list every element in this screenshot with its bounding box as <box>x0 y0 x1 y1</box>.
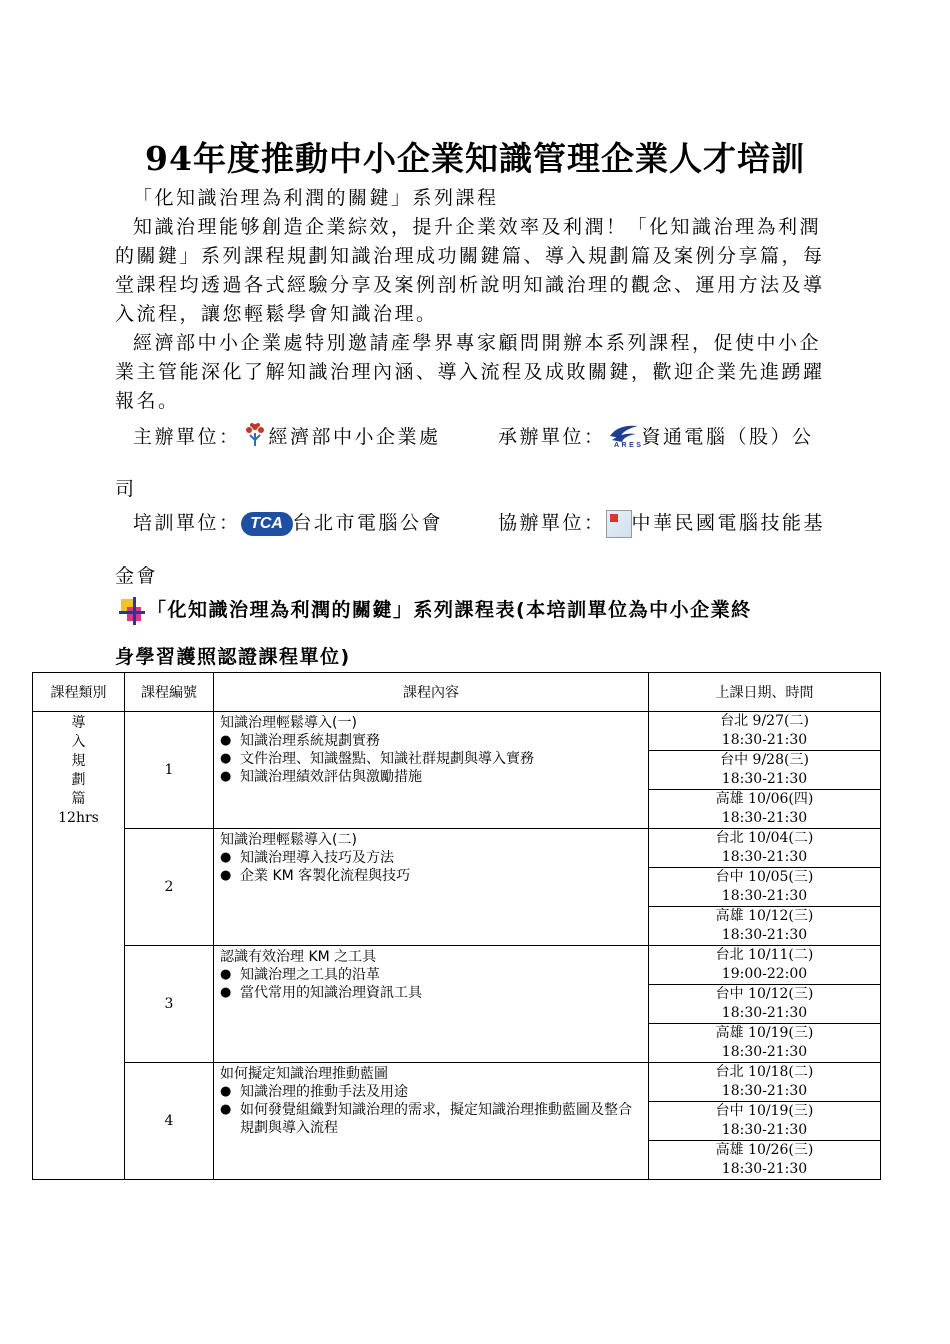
session-cell <box>649 907 881 946</box>
table-heading-line2: 身學習護照認證課程單位) <box>115 646 351 668</box>
training-name: 台北市電腦公會 <box>292 512 444 534</box>
course-title: 認識有效治理 KM 之工具 <box>220 949 377 965</box>
session-cell <box>649 790 881 829</box>
table-row <box>33 712 881 751</box>
session-cell <box>649 1141 881 1180</box>
session-date: 高雄 10/26(三) <box>715 1142 814 1158</box>
session-time: 18:30-21:30 <box>721 927 808 943</box>
session-date: 台北 10/04(二) <box>715 830 814 846</box>
session-time: 18:30-21:30 <box>721 732 808 748</box>
ares-logo-icon <box>608 422 643 453</box>
session-cell <box>649 985 881 1024</box>
session-date: 台北 10/18(二) <box>715 1064 814 1080</box>
tca-logo-icon: TCA <box>241 512 293 536</box>
course-table <box>32 672 881 1180</box>
category-cell <box>33 712 125 1180</box>
session-time: 18:30-21:30 <box>721 1083 808 1099</box>
table-header-row <box>33 673 881 712</box>
intro-paragraph: 知識治理能够創造企業綜效，提升企業效率及利潤！「化知識治理為利潤的關鍵」系列課程規劃知識治理成功關鍵篇、導入規劃篇及案例分享篇，每堂課程均透過各式經驗分享及案例剖析說明知識治理的觀念、運用方法及導入流程，讓您輕鬆學會知識治理。 <box>115 216 825 325</box>
training-label: 培訓單位： <box>133 512 241 534</box>
course-topic: ● 知識治理績效評估與激勵措施 <box>240 768 642 786</box>
header-schedule: 上課日期、時間 <box>649 673 881 712</box>
category-char: 入 <box>71 734 86 750</box>
header-number: 課程編號 <box>125 673 214 712</box>
course-content <box>214 829 649 946</box>
category-char: 篇 <box>71 791 86 807</box>
header-category: 課程類別 <box>33 673 125 712</box>
host-row <box>133 422 441 453</box>
session-cell <box>649 946 881 985</box>
session-cell <box>649 1024 881 1063</box>
organizer-name-cont: 司 <box>115 478 137 500</box>
session-date: 台中 10/05(三) <box>715 869 814 885</box>
category-char: 劃 <box>71 772 86 788</box>
session-date: 台中 10/12(三) <box>715 986 814 1002</box>
page-title: 94年度推動中小企業知識管理企業人才培訓 <box>145 139 805 178</box>
course-topics <box>220 849 642 885</box>
session-date: 台北 10/11(二) <box>715 947 814 963</box>
invitation-paragraph: 經濟部中小企業處特別邀請產學界專家顧問開辦本系列課程，促使中小企業主管能深化了解知識治理內涵、導入流程及成敗關鍵，歡迎企業先進踴躍報名。 <box>115 332 825 412</box>
session-time: 18:30-21:30 <box>721 810 808 826</box>
table-heading-line1: 「化知識治理為利潤的關鍵」系列課程表(本培訓單位為中小企業終 <box>147 599 752 621</box>
category-char: 規 <box>71 753 86 769</box>
host-name: 經濟部中小企業處 <box>268 426 441 448</box>
table-heading <box>115 587 845 681</box>
session-time: 18:30-21:30 <box>721 1044 808 1060</box>
session-date: 高雄 10/19(三) <box>715 1025 814 1041</box>
session-cell <box>649 751 881 790</box>
session-date: 台中 10/19(三) <box>715 1103 814 1119</box>
co-name-cont: 金會 <box>115 565 159 587</box>
broken-image-icon <box>606 510 632 538</box>
course-number: 4 <box>125 1063 214 1180</box>
course-topic: ● 知識治理系統規劃實務 <box>240 732 642 750</box>
course-topics <box>220 966 642 1002</box>
session-time: 18:30-21:30 <box>721 888 808 904</box>
course-topic: ● 如何發覺組織對知識治理的需求，擬定知識治理推動藍圖及整合規劃與導入流程 <box>240 1101 642 1137</box>
session-time: 19:00-22:00 <box>721 966 808 982</box>
course-topics <box>220 732 642 786</box>
course-content <box>214 946 649 1063</box>
session-time: 18:30-21:30 <box>721 1122 808 1138</box>
course-topic: ● 知識治理導入技巧及方法 <box>240 849 642 867</box>
organizer-name: 資通電腦（股）公 <box>641 426 814 448</box>
course-topics <box>220 1083 642 1137</box>
host-label: 主辦單位： <box>133 426 241 448</box>
course-title: 知識治理輕鬆導入(二) <box>220 832 357 848</box>
course-title: 知識治理輕鬆導入(一) <box>220 715 357 731</box>
ares-logo-text: ARES <box>613 442 643 449</box>
session-time: 18:30-21:30 <box>721 1005 808 1021</box>
session-date: 台北 9/27(二) <box>720 713 809 729</box>
course-topic: ● 企業 KM 客製化流程與技巧 <box>240 867 642 885</box>
table-row <box>33 1063 881 1102</box>
session-date: 高雄 10/12(三) <box>715 908 814 924</box>
course-content <box>214 1063 649 1180</box>
organizer-label: 承辦單位： <box>498 426 606 448</box>
header-content: 課程內容 <box>214 673 649 712</box>
co-label: 協辦單位： <box>498 512 606 534</box>
course-topic: ● 知識治理之工具的沿革 <box>240 966 642 984</box>
course-number: 3 <box>125 946 214 1063</box>
session-date: 高雄 10/06(四) <box>715 791 814 807</box>
table-row <box>33 829 881 868</box>
session-cell <box>649 1063 881 1102</box>
session-time: 18:30-21:30 <box>721 771 808 787</box>
session-cell <box>649 868 881 907</box>
session-cell <box>649 712 881 751</box>
session-cell <box>649 829 881 868</box>
co-name: 中華民國電腦技能基 <box>631 512 826 534</box>
subtitle: 「化知識治理為利潤的關鍵」系列課程 <box>133 187 499 209</box>
session-cell <box>649 1102 881 1141</box>
table-row <box>33 946 881 985</box>
sme-logo-icon <box>243 422 267 453</box>
course-number: 2 <box>125 829 214 946</box>
course-topic: ● 知識治理的推動手法及用途 <box>240 1083 642 1101</box>
organizer-row <box>498 422 814 453</box>
category-char: 12hrs <box>58 810 99 826</box>
course-topic: ● 文件治理、知識盤點、知識社群規劃與導入實務 <box>240 750 642 768</box>
co-organizer-row <box>498 508 825 538</box>
course-topic: ● 當代常用的知識治理資訊工具 <box>240 984 642 1002</box>
session-time: 18:30-21:30 <box>721 1161 808 1177</box>
bullet-flag-icon <box>115 597 145 625</box>
session-time: 18:30-21:30 <box>721 849 808 865</box>
course-number: 1 <box>125 712 214 829</box>
session-date: 台中 9/28(三) <box>720 752 809 768</box>
course-content <box>214 712 649 829</box>
category-char: 導 <box>71 715 86 731</box>
training-row <box>133 508 443 536</box>
course-title: 如何擬定知識治理推動藍圖 <box>220 1066 388 1082</box>
